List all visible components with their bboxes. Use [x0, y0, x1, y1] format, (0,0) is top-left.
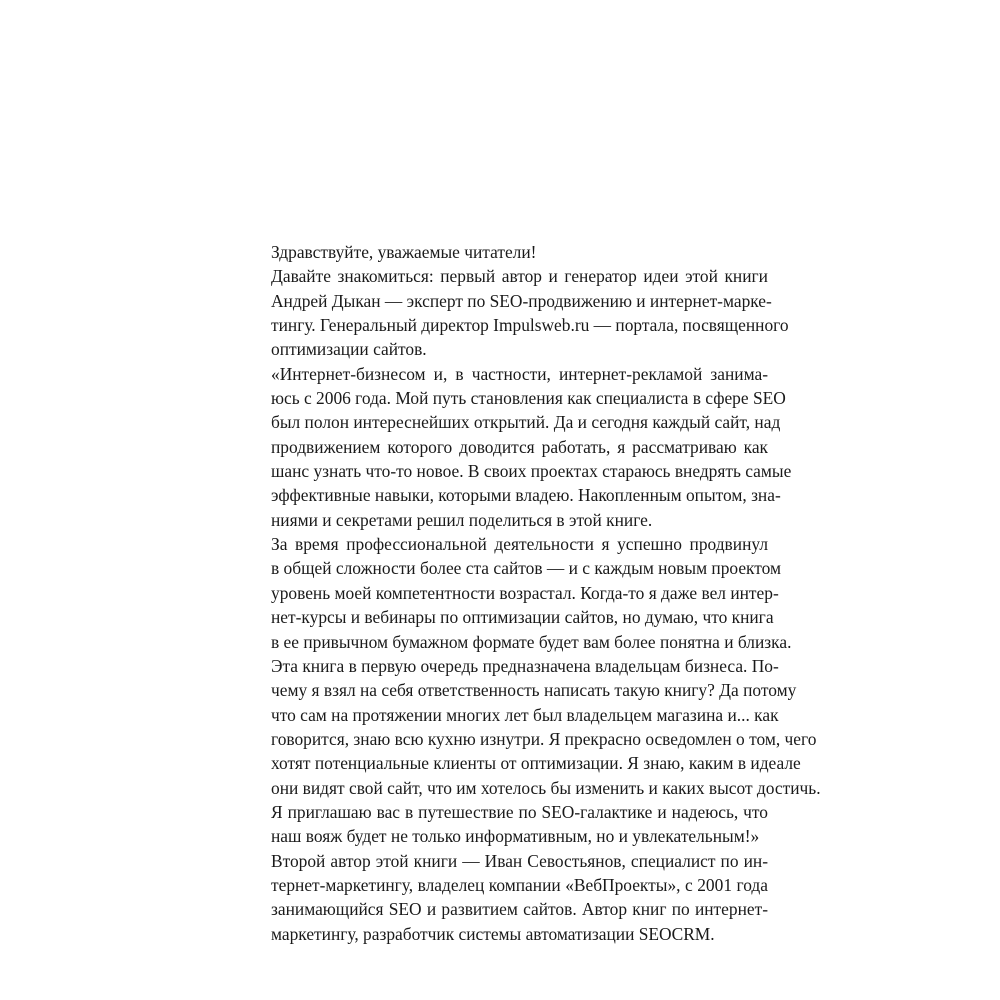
paragraph-greeting [233, 240, 768, 264]
text-line: хотят потенциальные клиенты от оптимизации. Я знаю, каким в идеале [271, 753, 801, 774]
text-line: Андрей Дыкан — эксперт по SEO-продвижению и интернет-марке- [271, 290, 772, 311]
text-line: в общей сложности более ста сайтов — и с каждым новым проектом [271, 558, 782, 579]
text-line: За время профессиональной деятельности я успешно продвинул [271, 534, 768, 555]
text-line: оптимизации сайтов. [271, 339, 427, 360]
paragraph-experience [233, 532, 792, 654]
text-line: продвижением которого доводится работать, я рассматриваю как [271, 436, 768, 457]
paragraph-first-author [233, 264, 789, 361]
text-line: говорится, знаю всю кухню изнутри. Я прекрасно осведомлен о том, чего [271, 728, 817, 749]
text-line: они видят свой сайт, что им хотелось бы изменить и каких высот достичь. [271, 777, 821, 798]
paragraph-invitation [233, 800, 768, 849]
text-line: нет-курсы и вебинары по оптимизации сайтов, но думаю, что книга [271, 607, 774, 628]
text-line: был полон интереснейших открытий. Да и сегодня каждый сайт, над [271, 412, 781, 433]
text-line: Второй автор этой книги — Иван Севостьянов, специалист по ин- [271, 850, 768, 871]
paragraph-quote-start [233, 362, 792, 532]
text-line: ниями и секретами решил поделиться в этой книге. [271, 509, 653, 530]
text-line: маркетингу, разработчик системы автоматизации SEOCRM. [271, 923, 715, 944]
text-line: Давайте знакомиться: первый автор и генератор идеи этой книги [271, 266, 768, 287]
text-line: юсь с 2006 года. Мой путь становления как специалиста в сфере SEO [271, 388, 786, 409]
text-line: в ее привычном бумажном формате будет вам более понятна и близка. [271, 631, 792, 652]
text-line: Эта книга в первую очередь предназначена владельцам бизнеса. По- [271, 655, 779, 676]
text-line: чему я взял на себя ответственность написать такую книгу? Да потому [271, 680, 797, 701]
text-line: Я приглашаю вас в путешествие по SEO-галактике и надеюсь, что [271, 801, 768, 822]
body-text [233, 240, 821, 946]
paragraph-audience [233, 654, 821, 800]
text-line: эффективные навыки, которыми владею. Накопленным опытом, зна- [271, 485, 781, 506]
text-line: тингу. Генеральный директор Impulsweb.ru — портала, посвященного [271, 315, 789, 336]
text-line: наш вояж будет не только информативным, но и увлекательным!» [271, 826, 760, 847]
text-line: уровень моей компетентности возрастал. Когда-то я даже вел интер- [271, 582, 779, 603]
paragraph-second-author [233, 849, 768, 946]
text-line: тернет-маркетингу, владелец компании «ВебПроекты», с 2001 года [271, 874, 768, 895]
text-line: что сам на протяжении многих лет был владельцем магазина и... как [271, 704, 779, 725]
text-line: шанс узнать что-то новое. В своих проектах стараюсь внедрять самые [271, 461, 792, 482]
text-line: занимающийся SEO и развитием сайтов. Автор книг по интернет- [271, 899, 768, 920]
text-line: Здравствуйте, уважаемые читатели! [271, 242, 537, 262]
text-line: «Интернет-бизнесом и, в частности, интернет-рекламой занима- [271, 363, 768, 384]
